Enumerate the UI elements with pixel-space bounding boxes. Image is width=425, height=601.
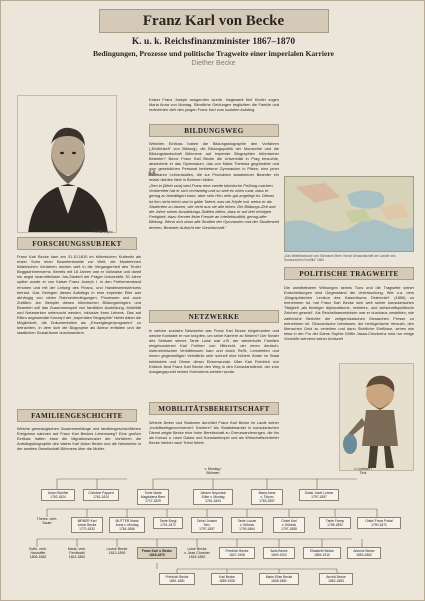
- map-image: [284, 176, 414, 252]
- tree-node-name: Christine Pappert: [88, 491, 114, 495]
- tree-node-dates: Sen. 1797-1857: [199, 523, 215, 531]
- caricature-drawing: [340, 364, 414, 471]
- portrait-caption: © ÖNB Digital: [93, 230, 113, 234]
- intro-text: Kaiser Franz Joseph ausgerufen wurde. Insgesamt fünf Kinder zogen Maria Anna von Montag. Sämtliche Geldungen beglichten die Familie und motivierten vieh den jungen Franz Karl zum sozialen Aufstieg.: [149, 97, 279, 113]
- section-header-netzwerke: NETZWERKE: [149, 310, 279, 323]
- subtitle-secondary: Bedingungen, Prozesse und politische Tragweite einer imperialen Karriere: [92, 49, 334, 58]
- tree-node: [137, 489, 169, 505]
- familie-text: Welche genealogischen Zusammenhänge und familiengeschichtlichen Ereignisse nahmen auf Franz Karl Beckes Lebensweg? Eine großen Einfluss hatten etwa die Migrationsmuster der Vorfahren die Aufstiegsbiographie des Vaters Karl Anton Becke und die Netzwerke in der zweiten Gesellschaft Böhmens über die Mutter.: [17, 426, 141, 452]
- tree-node-name: Alois Becke: [270, 549, 288, 553]
- map-drawing: [285, 177, 414, 252]
- tree-node: [211, 573, 243, 585]
- tree-node: [83, 489, 119, 501]
- tree-node-dates: Anna v. Montag 1784-1866: [115, 523, 139, 531]
- section-header-forschung: FORSCHUNGSSUBJEKT: [17, 237, 137, 250]
- tree-node-dates: 1818-1870: [149, 553, 165, 557]
- tree-node-dates: Anton Becke 1770-1832: [77, 523, 97, 531]
- netzwerke-text: In welche sozialen Netzwerke war Franz Karl Becke eingebunden und welche Kontakte er nun knüpfen, um seine Karriere zu fördern? Der Kinder des Seltsam seines Tante Luise war z.B. der wiederholte Familien eingebundenen Karl Freiherr von Hilbrecht, der einen deutsch-österreichischen Verhältnissen kam und durch ReSt, Lernefelten und einem gegenseitigen Verhältnis sehr schnell eine höhere Ämter im Staat bekleidete und Ohmer dieser Einkenwunde. Über Karl Friedrich von Kübeck fand Franz Karl Becke den Weg in den Konsularsdienst, der zum Ausgangspunkt seines Vorrückens werden wurde.: [149, 328, 279, 374]
- tree-node-name: MUTTER Maria: [115, 519, 139, 523]
- tree-node: [357, 517, 401, 529]
- tree-node-dates: 1761-1824: [93, 495, 109, 499]
- tree-node: [347, 547, 381, 559]
- tree-top-montag: v. Montag / Böhmen: [204, 467, 222, 476]
- page-title: Franz Karl von Becke: [142, 12, 285, 29]
- tree-node: [191, 517, 223, 533]
- tree-node: [193, 489, 233, 505]
- tree-node: [299, 489, 339, 501]
- tree-node-name: Maria Anna: [258, 491, 276, 495]
- tree-node-name: Tante Louise: [237, 519, 257, 523]
- mobilitaet-text: Welche Ämter und Stationen durchlief Franz Karl Becke im Laufe seiner „mobilitaetsgenommenen“ Karriere? Als Staatsbeamter in konsularischen Dienst zeigte Becke eine hohe Bereitschaft zu Grenzwanderungen, die ihn als Konsul u. nach Galatz und Konstantinopel und als Wirtschaftsvertreter Becke hierbei nach Triest führte.: [149, 420, 279, 446]
- family-tree: [17, 465, 414, 591]
- tree-node: [231, 517, 263, 533]
- tree-node-name: Onkel Johann: [196, 519, 218, 523]
- quote-mark-icon: ❝: [147, 167, 157, 187]
- subtitle: K. u. k. Reichsfinanzminister 1867–1870: [131, 37, 296, 47]
- tree-node-dates: v. Tirlyno 1783-1857: [259, 495, 275, 503]
- tree-node-plain: Sofie, verh. Hausoffer 1806-1862: [29, 547, 47, 560]
- tree-node-name: Oskar Josef Lohner: [304, 491, 334, 495]
- tree-node: [219, 547, 255, 559]
- tree-node-name: Onkel Franz Portal: [365, 519, 393, 523]
- tree-node-name: Tonie Maria: [144, 491, 162, 495]
- poster-header: [9, 9, 418, 67]
- tree-node-name: Elisabeth Becke: [310, 549, 334, 553]
- tree-node-dates: 1798-1892: [327, 523, 343, 527]
- portrait-image: [17, 95, 117, 233]
- tree-node: [153, 517, 183, 529]
- tree-node-dates: 1847-1908: [229, 553, 245, 557]
- tree-node: [273, 517, 305, 533]
- bildung-quote: „Den in [Mein rara] wird Franz eine zweite bitanische Prüfung machen. Vorbereitet hat er sich rechtzeitig und so weit es eben rund, dass er genug zu bewältigen kann, aber sein Hirn sehr gut angelegt ist. Dieses ist ihm nicht leicht und er gäbe Talent, was wir Köpfe hat, weiss er als Studenten zu lassen, wie nicht aus sie alle leben. Die Bildungs-Zeit und die Jahre seiner Ausbildungs-Stätten bitten, dass er auf drei richtigen Fertigkeit, dazu Kenner liebe Freude an Intellektualität, genug aller Bildung. Wenn sich dann alle Studien der Gymnasien und der Studienzeit drehen, Beamter Aufsicht der Gesellschaft.“: [149, 183, 280, 230]
- tree-node-dates: 1752-1824: [50, 495, 66, 499]
- tree-node-dates: 1848-1881: [271, 579, 287, 583]
- tree-node-dates: Edler v. Montag 1761-1843: [201, 495, 225, 503]
- tree-node-name: Arnold Becke: [326, 575, 346, 579]
- tree-top-lichtner: v. Lichtner / Tirol: [354, 467, 372, 476]
- tree-node-dates: Magdalena Beer 1747-1829: [140, 495, 166, 503]
- tree-node-name: Friedrich Becke: [165, 575, 189, 579]
- tree-node: [159, 573, 195, 585]
- forschung-text: Franz Karl Becke kam am 31.10.1810 im böhmischen Kuttenitz als erster Sohn einer Beamtenfamilie zur Welt, die Musterinnen bilderischen Vorfahren reichen weit in die Vergangenheit des Tiroler Beggadrinnensems. Bereits mit 18 Jahren war er Vollwaise und damit ein angst nearmittelloser Jus-Student der Prager Universität. 30 Jahre später wurde er von Kaiser Franz Joseph I. in den Freiherrenstand erhoben und mit der Leitung des Finanz- und Handelsministeriums betraut. Das Gelingen dieses Aufstiegs in eine imperiale Elite war abhängig von vielen Rahmenbedingungen, Prozessen und auch Zufällen. Am Beispiel dieses böhmischen Bildungsbürgers und Beamten soll das Zusammenspiel von familiärer Ausbildung, Mobilität und Netzwerken untersucht werden, inklusive ihres Lebens. Das auf Eliten angewandte Konzept der „imperialen Biographie“ bietet dabei die Möglichkeit, die Dokumentation als „Einzelgängerprogramm“ zu betrachten, in dem sich die Biographie als Akteur entfalten und die staatlichen Sozialräume durchwandern.: [17, 254, 141, 336]
- title-box: [99, 9, 329, 33]
- tree-node-name: Marie-Elise Becke: [265, 575, 293, 579]
- tree-node: [251, 489, 283, 505]
- tree-node-plain: Louise Becke 1813-1890: [106, 547, 128, 556]
- politik-text-top: Die unmittelbaren Wirkungen seines Tuns und die Tragweite seiner Entscheidungen sind Gegenstand der Untersuchung. Wie u.a. dem „Biographischen Lexikon des Kaiserthums Österreich“ (1856) zu entnehmen ist, hat Franz Karl Becke sich weit seiner konsularischen Tätigkeit „als tüchtiger diplomatische, verkehrs- und wirtschaftspolitische Zeichen gesetzt“. Als Reichsfinanzminister war er durchaus umstritten, wie zahlreiche Berichte der zeitgenössischen Monarchen Presse zu entnehmen ist. Ökonomische Umwissen, der betrügerische Versuch, den Menschen Geld zu verleihen und dann Sichtliche Einflüsse, sehen wie etwa in der Fru der Dame Sophie Griffin Jassa-Chunkeinz sind nur einige Vorwürfe wehrend seiner Amtszeit: [284, 285, 414, 341]
- author-name: Diether Becke: [191, 60, 236, 67]
- tree-node-dates: v. Kübeck 1799-1864: [239, 523, 255, 531]
- tree-node-name: MRNER Karl: [77, 519, 97, 523]
- tree-node: [319, 517, 351, 529]
- tree-node-dates: 1849-1902: [271, 553, 287, 557]
- tree-node-name: Anton Bonifiel: [47, 491, 69, 495]
- tree-node-dates: 1791-1872: [160, 523, 176, 527]
- tree-node-name: Antonie Becke: [353, 549, 375, 553]
- tree-node-name: Johann Nepomuk: [200, 491, 226, 495]
- caricature-image: [339, 363, 414, 471]
- tree-node-dates: 1851-1881: [169, 579, 185, 583]
- tree-node: [259, 573, 299, 585]
- tree-node: [109, 517, 145, 533]
- section-header-politik: POLITISCHE TRAGWEITE: [284, 267, 414, 280]
- tree-node-plain: Luise Becke v. Jean-Charnier 1816-1862: [184, 547, 210, 560]
- map-caption: „Das Mittelländische und Schwarze Meer Verbal Gesandtschaft der Länder des Donaureiches Konflikt“ 1864: [284, 254, 396, 262]
- tree-node-name: Onkel Karl: [281, 519, 297, 523]
- tree-node: [41, 489, 75, 501]
- bildung-text: Welchen Einfluss haben die Bildungsbiographie den Vorfahren („Erblichkeit“ von Bildung), die Bildungspolitik der Monarchie und die Bildungslandschaft Böhmens auf imperiale Biographien böhmischer Beamter? Bevor Franz Karl Becke die Universität in Prag besuchte, absolvierte er das Gymnasium, das von Maria Theresia gegründete und vom gesetzlichen Personal betriebene Gymnasium in Pilsen, eine jener sichtbaren Lehranstalten, die zur Produktion staatstreuer Beamter ein relativ dichtes Netz in Böhmen bilden.: [149, 141, 279, 182]
- portrait-drawing: [18, 96, 117, 233]
- tree-node: [263, 547, 295, 559]
- tree-node-name: Franz Karl v. Becke: [141, 549, 173, 553]
- tree-node-dates: 1797-1857: [311, 495, 327, 499]
- tree-node-name: Tante Burgl: [159, 519, 177, 523]
- section-header-bildung: BILDUNGSWEG: [149, 124, 279, 137]
- tree-node: [303, 547, 341, 559]
- tree-node-plain: Theres. verh. Sauer: [36, 517, 58, 526]
- tree-node-plain: Maria, verh. Ferdiwald 1811-1862: [67, 547, 87, 560]
- tree-node-franz-karl: [137, 547, 177, 559]
- section-header-mobilitaet: MOBILITÄTSBEREITSCHAFT: [149, 402, 279, 415]
- tree-node: [319, 573, 353, 585]
- tree-node-dates: 1859-1908: [219, 579, 235, 583]
- tree-node-dates: 1853-1882: [356, 553, 372, 557]
- tree-node-name: Karl Becke: [219, 575, 235, 579]
- tree-node-name: Friedrich Becke: [225, 549, 249, 553]
- tree-node-name: Tante Fanny: [325, 519, 345, 523]
- tree-node: [71, 517, 103, 533]
- section-header-familie: FAMILIENGESCHICHTE: [17, 409, 137, 422]
- tree-node-dates: v. Kübeck 1797-1858: [281, 523, 297, 531]
- tree-node-dates: 1790-1871: [371, 523, 387, 527]
- tree-node-dates: 1854-1910: [314, 553, 330, 557]
- tree-node-dates: 1862-1883: [328, 579, 344, 583]
